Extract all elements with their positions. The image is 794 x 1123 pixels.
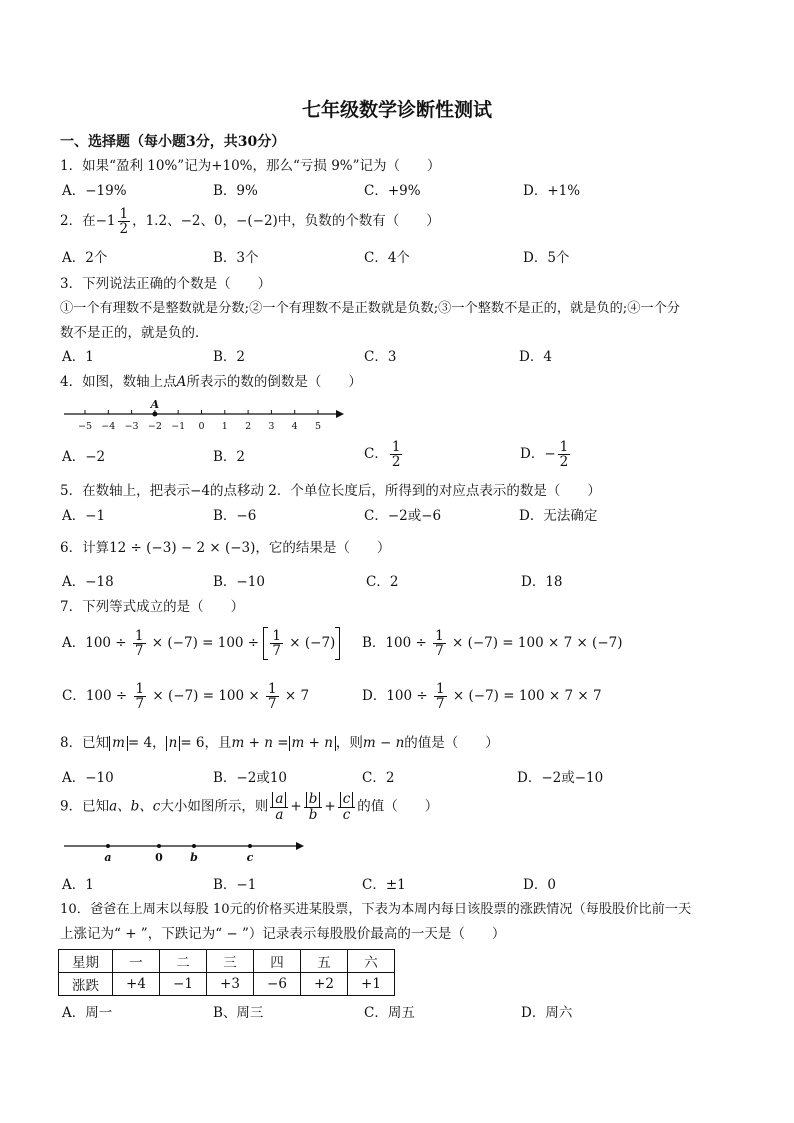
q2-suffix: ，1.2、−2、0，−(−2)中，负数的个数有（ ） [132, 213, 440, 230]
q6-option-c[interactable]: C．2 [366, 574, 399, 590]
q4-option-d-fraction [558, 440, 571, 469]
table-row [59, 950, 395, 973]
q10-option-c[interactable]: C．周五 [364, 1005, 415, 1021]
table-cell: +1 [348, 973, 395, 996]
q8-abs-n: n [166, 736, 181, 751]
table-cell: −1 [160, 973, 207, 996]
q6-option-b[interactable]: B．−10 [213, 574, 265, 590]
tick-label: 0 [198, 421, 205, 432]
q10-option-d[interactable]: D．周六 [521, 1005, 573, 1021]
tick-label: −2 [147, 421, 162, 432]
point-label: A [150, 398, 160, 411]
q2-option-a[interactable]: A．2个 [62, 250, 108, 266]
tick-label: −4 [101, 421, 116, 432]
table-header-cell: 一 [113, 950, 160, 973]
table-header-cell: 四 [254, 950, 301, 973]
axis-point [192, 844, 196, 848]
q4-point-name: A [176, 374, 187, 390]
q2-fraction [118, 207, 131, 236]
q9-vars: a、b、c [109, 798, 161, 815]
frac-num [270, 792, 288, 808]
q4-option-b[interactable]: B．2 [213, 449, 246, 465]
q8-tail: 的值是（ ） [404, 735, 499, 751]
frac-den: 2 [559, 454, 569, 471]
frac-num: 1 [391, 439, 401, 455]
q5-option-d[interactable]: D．无法确定 [519, 508, 598, 524]
q4-stem-post: 所表示的数的倒数是（ ） [186, 374, 362, 390]
frac-den: 7 [134, 643, 144, 660]
frac-num: 1 [272, 628, 281, 644]
axis-point [106, 844, 110, 848]
q9-number-line [60, 836, 310, 866]
q9-option-c[interactable]: C．±1 [362, 877, 406, 893]
table-cell: +2 [301, 973, 348, 996]
q9-frac-a [270, 792, 288, 822]
abs-c: c [340, 792, 354, 807]
q8-eq6: = 6，且 [180, 735, 232, 751]
q2-stem [60, 207, 440, 236]
frac-den: a [275, 806, 284, 823]
q7-option-a[interactable] [62, 629, 340, 658]
q6-option-a[interactable]: A．−18 [62, 574, 114, 590]
q8-diff: m − n [362, 735, 405, 751]
abs-a: a [272, 792, 286, 807]
q9-stem-mid: 大小如图所示，则 [160, 798, 269, 815]
q7-b-pre: 100 ÷ [385, 635, 432, 652]
abs-b: b [306, 792, 321, 807]
q4-option-c-label: C． [364, 446, 388, 463]
q7-option-c[interactable] [62, 682, 309, 711]
q7-b-fraction [433, 629, 446, 658]
frac-num [304, 792, 323, 808]
q6-stem: 6．计算12 ÷ (−3) − 2 × (−3)，它的结果是（ ） [60, 540, 391, 556]
table-header-cell: 三 [207, 950, 254, 973]
point-label: c [246, 851, 254, 864]
axis-point [157, 844, 161, 848]
q2-option-d[interactable]: D．5个 [523, 250, 570, 266]
point-a [152, 412, 157, 417]
q2-frac-den: 2 [119, 221, 129, 238]
q2-prefix: 2．在 [60, 213, 96, 230]
frac-den: c [342, 806, 351, 823]
q8-abs-sum: m + n [289, 736, 336, 751]
q7-a-inner-post: × (−7) [285, 635, 336, 652]
q1-stem: 1．如果“盈利 10%”记为+10%，那么“亏损 9%”记为（ ） [60, 158, 441, 174]
q7-d-pre: 100 ÷ [386, 688, 432, 705]
frac-den: 2 [391, 454, 401, 471]
q4-option-d-label: D．− [520, 446, 556, 463]
q9-option-d[interactable]: D．0 [523, 877, 556, 893]
q7-option-d[interactable] [362, 682, 602, 711]
table-cell: 涨跌 [59, 973, 113, 996]
frac-num: 1 [134, 628, 144, 644]
table-header-cell: 五 [301, 950, 348, 973]
tick-label: 1 [221, 421, 228, 432]
q8-stem-pre: 8．已知 [60, 735, 110, 751]
q4-option-d[interactable] [520, 440, 572, 469]
q8-sum: m + n = [231, 735, 289, 751]
q9-stem-post: 的值（ ） [357, 798, 439, 815]
q7-a-fraction [133, 629, 146, 658]
q4-option-c[interactable] [364, 440, 404, 469]
frac-num: 1 [559, 439, 569, 455]
q7-d-post: × (−7) = 100 × 7 × 7 [448, 688, 602, 705]
q7-a-label: A． [62, 635, 86, 652]
stock-change-table [58, 949, 395, 996]
q3-stem: 3．下列说法正确的个数是（ ） [60, 276, 272, 292]
q4-option-a[interactable]: A．−2 [62, 449, 106, 465]
q9-stem [60, 792, 438, 822]
q8-stem [60, 735, 499, 751]
page-title: 七年级数学诊断性测试 [301, 99, 492, 121]
q7-option-b[interactable] [362, 629, 623, 658]
q8-option-a[interactable]: A．−10 [62, 770, 114, 786]
frac-num: 1 [436, 681, 445, 697]
q4-stem-pre: 4．如图，数轴上点 [60, 374, 177, 390]
table-row [59, 973, 395, 996]
q1-option-d[interactable]: D．+1% [523, 183, 581, 199]
q2-frac-num: 1 [119, 206, 129, 222]
point-label: 0 [155, 851, 163, 864]
q7-stem: 7．下列等式成立的是（ ） [60, 599, 245, 615]
q4-number-line [60, 396, 350, 436]
tick-label: 5 [314, 421, 322, 432]
q8-option-b[interactable]: B．−2或10 [213, 770, 287, 786]
frac-num: 1 [435, 628, 444, 644]
q9-frac-b [304, 792, 323, 822]
q7-a-inner-fraction [270, 629, 283, 658]
q5-stem: 5．在数轴上，把表示−4的点移动 2．个单位长度后，所得到的对应点表示的数是（ ） [60, 483, 601, 499]
axis-point [248, 844, 252, 848]
frac-den: 7 [435, 643, 444, 660]
tick-label: 3 [268, 421, 275, 432]
q5-option-c[interactable]: C．−2或−6 [364, 508, 442, 524]
q8-option-d[interactable]: D．−2或−10 [517, 770, 604, 786]
frac-den: b [308, 806, 318, 823]
frac-den: 7 [272, 643, 281, 660]
point-label: b [190, 851, 198, 864]
q10-stem-line1: 10．爸爸在上周末以每股 10元的价格买进某股票，下表为本周内每日该股票的涨跌情况（每股股价比前一天 [60, 902, 692, 917]
tick-label: 4 [291, 421, 298, 432]
q1-option-c[interactable]: C．+9% [364, 183, 421, 199]
q3-statements-line2: 数不是正的，就是负的． [60, 325, 209, 341]
q8-option-c[interactable]: C．2 [362, 770, 395, 786]
plus-sign: + [324, 798, 336, 815]
q3-option-a[interactable]: A．1 [62, 349, 94, 365]
table-cell: −6 [254, 973, 301, 996]
q9-stem-pre: 9．已知 [60, 798, 110, 815]
table-header-cell: 六 [348, 950, 395, 973]
q10-option-a[interactable]: A．周一 [62, 1005, 113, 1021]
q8-then: ，则 [335, 735, 363, 751]
q7-a-pre: 100 ÷ [85, 635, 131, 652]
q7-a-bracket [263, 629, 340, 658]
tick-label: −1 [171, 421, 186, 432]
q6-option-d[interactable]: D．18 [521, 574, 563, 590]
frac-num: 1 [135, 681, 145, 697]
q7-c-mid: × (−7) = 100 × [148, 688, 264, 705]
q9-option-a[interactable]: A．1 [62, 877, 94, 893]
plus-sign: + [290, 798, 302, 815]
q7-d-label: D． [362, 688, 387, 705]
q4-stem [60, 374, 362, 390]
section-heading: 一、选择题（每小题3分，共30分） [60, 134, 286, 150]
arrow-icon [296, 842, 304, 850]
q8-abs-m: m [109, 736, 128, 751]
q7-c-post: × 7 [280, 688, 310, 705]
frac-num [338, 792, 356, 808]
q1-option-a[interactable]: A．−19% [62, 183, 127, 199]
frac-den: 7 [268, 696, 277, 713]
q5-option-b[interactable]: B．−6 [213, 508, 257, 524]
table-header-cell: 星期 [59, 950, 113, 973]
frac-num: 1 [268, 681, 277, 697]
frac-den: 7 [436, 696, 445, 713]
q7-c-label: C． [62, 688, 86, 705]
q3-statements-line1: ①一个有理数不是整数就是分数;②一个有理数不是正数就是负数;③一个整数不是正的，就是负的;④一个分 [60, 301, 680, 316]
q7-b-post: × (−7) = 100 × 7 × (−7) [447, 635, 623, 652]
q3-option-d[interactable]: D．4 [519, 349, 552, 365]
q2-mixed-whole: −1 [95, 213, 116, 230]
q7-b-label: B． [362, 635, 386, 652]
tick-label: 2 [245, 421, 252, 432]
q10-stem-line2: 上涨记为“ + ”，下跌记为“ − ”）记录表示每股股价最高的一天是（ ） [60, 926, 506, 942]
tick-label: −5 [77, 421, 93, 432]
q2-option-c[interactable]: C．4个 [364, 250, 410, 266]
q9-option-b[interactable]: B．−1 [213, 877, 257, 893]
q8-eq4: = 4， [127, 735, 166, 751]
q4-option-c-fraction [390, 440, 403, 469]
table-header-cell: 二 [160, 950, 207, 973]
q7-a-mid: × (−7) = 100 ÷ [147, 635, 264, 652]
q10-option-b[interactable]: B、周三 [213, 1005, 264, 1021]
q7-c-pre: 100 ÷ [85, 688, 132, 705]
q3-option-c[interactable]: C．3 [364, 349, 397, 365]
q2-option-b[interactable]: B．3个 [213, 250, 259, 266]
table-cell: +3 [207, 973, 254, 996]
q1-option-b[interactable]: B．9% [213, 183, 258, 199]
point-label: a [104, 851, 112, 864]
q7-c-fraction [134, 682, 147, 711]
q5-option-a[interactable]: A．−1 [62, 508, 106, 524]
q7-c-fraction2 [266, 682, 279, 711]
arrow-icon [336, 410, 344, 418]
table-cell: +4 [113, 973, 160, 996]
frac-den: 7 [135, 696, 145, 713]
q7-d-fraction [434, 682, 447, 711]
tick-label: −3 [124, 421, 139, 432]
q9-frac-c [338, 792, 356, 822]
q3-option-b[interactable]: B．2 [213, 349, 246, 365]
